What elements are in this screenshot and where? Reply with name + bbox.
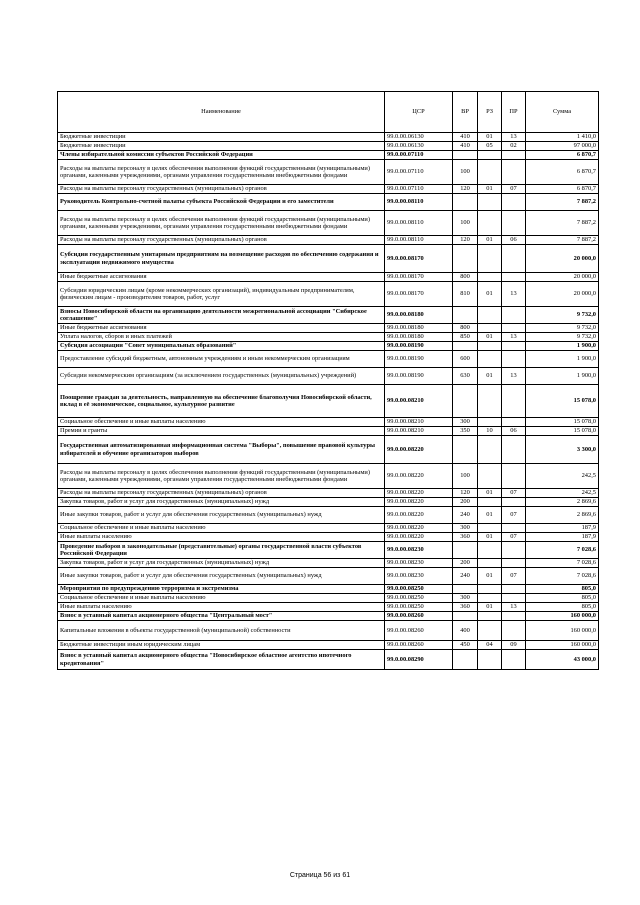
cell-pr <box>502 650 526 670</box>
table-row <box>58 559 599 568</box>
cell-pr: 07 <box>502 185 526 194</box>
cell-vr: 850 <box>453 333 478 342</box>
cell-csr: 99.0.00.08250 <box>385 603 453 612</box>
cell-pr <box>502 307 526 324</box>
cell-csr: 99.0.00.06130 <box>385 142 453 151</box>
cell-rz <box>478 612 502 621</box>
cell-csr: 99.0.00.08110 <box>385 211 453 236</box>
cell-csr: 99.0.00.08210 <box>385 427 453 436</box>
cell-sum: 7 028,6 <box>526 568 599 585</box>
cell-vr: 100 <box>453 160 478 185</box>
table-row <box>58 533 599 542</box>
header-rz: РЗ <box>478 92 502 133</box>
cell-rz: 01 <box>478 282 502 307</box>
cell-sum: 97 000,0 <box>526 142 599 151</box>
cell-pr: 07 <box>502 533 526 542</box>
header-pr: ПР <box>502 92 526 133</box>
table-row <box>58 142 599 151</box>
cell-name: Расходы на выплаты персоналу в целях обеспечения выполнения функций государственными (муниципальными) органами, казенными учреждениями, органами управления государственными внебюджетными фондами <box>58 160 385 185</box>
table-row <box>58 603 599 612</box>
cell-vr: 360 <box>453 533 478 542</box>
cell-rz <box>478 464 502 489</box>
cell-csr: 99.0.00.08260 <box>385 621 453 641</box>
cell-sum: 187,9 <box>526 524 599 533</box>
cell-vr: 800 <box>453 273 478 282</box>
cell-pr: 13 <box>502 133 526 142</box>
table-row <box>58 621 599 641</box>
cell-name: Социальное обеспечение и иные выплаты населению <box>58 524 385 533</box>
cell-sum: 7 028,6 <box>526 542 599 559</box>
table-body <box>58 133 599 670</box>
cell-name: Закупка товаров, работ и услуг для государственных (муниципальных) нужд <box>58 559 385 568</box>
cell-pr: 13 <box>502 368 526 385</box>
cell-name: Бюджетные инвестиции иным юридическим лицам <box>58 641 385 650</box>
cell-sum: 7 887,2 <box>526 211 599 236</box>
cell-name: Уплата налогов, сборов и иных платежей <box>58 333 385 342</box>
table-row <box>58 185 599 194</box>
cell-sum: 6 870,7 <box>526 160 599 185</box>
cell-pr <box>502 612 526 621</box>
cell-csr: 99.0.00.08220 <box>385 533 453 542</box>
cell-name: Государственная автоматизированная информационная система "Выборы", повышение правовой культуры избирателей и обучение организаторов выборов <box>58 436 385 464</box>
cell-csr: 99.0.00.08110 <box>385 236 453 245</box>
cell-name: Иные бюджетные ассигнования <box>58 273 385 282</box>
cell-sum: 1 410,0 <box>526 133 599 142</box>
cell-csr: 99.0.00.06130 <box>385 133 453 142</box>
cell-name: Бюджетные инвестиции <box>58 142 385 151</box>
cell-rz: 01 <box>478 568 502 585</box>
cell-rz: 10 <box>478 427 502 436</box>
cell-rz <box>478 621 502 641</box>
cell-rz <box>478 245 502 273</box>
cell-vr <box>453 307 478 324</box>
cell-name: Расходы на выплаты персоналу государственных (муниципальных) органов <box>58 236 385 245</box>
cell-rz <box>478 342 502 351</box>
table-row <box>58 427 599 436</box>
cell-rz: 01 <box>478 333 502 342</box>
cell-vr <box>453 436 478 464</box>
cell-vr: 300 <box>453 594 478 603</box>
table-row <box>58 282 599 307</box>
cell-csr: 99.0.00.08190 <box>385 368 453 385</box>
cell-csr: 99.0.00.08250 <box>385 594 453 603</box>
cell-rz <box>478 211 502 236</box>
table-row <box>58 585 599 594</box>
table-row <box>58 236 599 245</box>
cell-pr <box>502 211 526 236</box>
cell-sum: 6 870,7 <box>526 185 599 194</box>
cell-sum: 15 078,0 <box>526 385 599 418</box>
cell-vr <box>453 342 478 351</box>
cell-name: Поощрение граждан за деятельность, направленную на обеспечение благополучия Новосибирской области, вклад в её экономическое, социальное, культурное развитие <box>58 385 385 418</box>
cell-name: Взнос в уставный капитал акционерного общества "Центральный мост" <box>58 612 385 621</box>
table-row <box>58 245 599 273</box>
table-header-row <box>58 92 599 133</box>
cell-rz: 05 <box>478 142 502 151</box>
table-row <box>58 385 599 418</box>
cell-rz <box>478 585 502 594</box>
cell-csr: 99.0.00.08190 <box>385 342 453 351</box>
cell-vr: 240 <box>453 507 478 524</box>
cell-pr <box>502 194 526 211</box>
header-sum: Сумма <box>526 92 599 133</box>
cell-name: Иные выплаты населению <box>58 603 385 612</box>
cell-vr: 300 <box>453 418 478 427</box>
cell-pr: 02 <box>502 142 526 151</box>
cell-csr: 99.0.00.08290 <box>385 650 453 670</box>
table-row <box>58 342 599 351</box>
table-row <box>58 418 599 427</box>
cell-csr: 99.0.00.07110 <box>385 151 453 160</box>
cell-name: Закупка товаров, работ и услуг для государственных (муниципальных) нужд <box>58 498 385 507</box>
cell-name: Субсидии некоммерческим организациям (за исключением государственных (муниципальных) учреждений) <box>58 368 385 385</box>
cell-name: Проведение выборов в законодательные (представительные) органы государственной власти субъектов Российской Федерации <box>58 542 385 559</box>
cell-name: Премии и гранты <box>58 427 385 436</box>
cell-vr: 360 <box>453 603 478 612</box>
table-row <box>58 507 599 524</box>
cell-vr: 100 <box>453 464 478 489</box>
cell-rz <box>478 194 502 211</box>
cell-pr <box>502 418 526 427</box>
cell-sum: 805,0 <box>526 603 599 612</box>
cell-pr <box>502 160 526 185</box>
cell-csr: 99.0.00.08210 <box>385 385 453 418</box>
cell-sum: 160 000,0 <box>526 621 599 641</box>
cell-vr: 350 <box>453 427 478 436</box>
cell-pr: 09 <box>502 641 526 650</box>
cell-csr: 99.0.00.08180 <box>385 307 453 324</box>
cell-name: Бюджетные инвестиции <box>58 133 385 142</box>
page-number: Страница 56 из 61 <box>289 872 351 879</box>
cell-name: Члены избирательной комиссии субъектов Российской Федерации <box>58 151 385 160</box>
cell-vr: 410 <box>453 133 478 142</box>
cell-name: Мероприятия по предупреждению терроризма и экстремизма <box>58 585 385 594</box>
table-row <box>58 151 599 160</box>
cell-rz: 04 <box>478 641 502 650</box>
cell-pr: 06 <box>502 427 526 436</box>
cell-name: Субсидии государственным унитарным предприятиям на возмещение расходов по обеспечению содержания и эксплуатации недвижимого имущества <box>58 245 385 273</box>
cell-rz <box>478 385 502 418</box>
cell-sum: 2 869,6 <box>526 498 599 507</box>
cell-csr: 99.0.00.08260 <box>385 612 453 621</box>
cell-rz: 01 <box>478 603 502 612</box>
table-row <box>58 594 599 603</box>
cell-csr: 99.0.00.08220 <box>385 464 453 489</box>
cell-name: Руководитель Контрольно-счетной палаты субъекта Российской Федерации и его заместители <box>58 194 385 211</box>
cell-rz: 01 <box>478 133 502 142</box>
cell-csr: 99.0.00.08180 <box>385 324 453 333</box>
cell-name: Расходы на выплаты персоналу государственных (муниципальных) органов <box>58 185 385 194</box>
cell-csr: 99.0.00.08170 <box>385 282 453 307</box>
cell-csr: 99.0.00.08230 <box>385 559 453 568</box>
cell-csr: 99.0.00.08260 <box>385 641 453 650</box>
cell-name: Взносы Новосибирской области на организацию деятельности межрегиональной ассоциации "Сибирское соглашение" <box>58 307 385 324</box>
cell-vr: 810 <box>453 282 478 307</box>
cell-rz <box>478 559 502 568</box>
cell-csr: 99.0.00.07110 <box>385 160 453 185</box>
cell-sum: 1 900,0 <box>526 368 599 385</box>
cell-vr: 100 <box>453 211 478 236</box>
cell-name: Расходы на выплаты персоналу государственных (муниципальных) органов <box>58 489 385 498</box>
cell-rz <box>478 273 502 282</box>
cell-sum: 9 732,0 <box>526 333 599 342</box>
cell-name: Субсидия ассоциации "Совет муниципальных образований" <box>58 342 385 351</box>
cell-rz <box>478 324 502 333</box>
cell-csr: 99.0.00.08170 <box>385 273 453 282</box>
table-row <box>58 324 599 333</box>
cell-vr: 200 <box>453 559 478 568</box>
table-row <box>58 542 599 559</box>
cell-sum: 2 869,6 <box>526 507 599 524</box>
cell-vr <box>453 585 478 594</box>
cell-name: Иные закупки товаров, работ и услуг для обеспечения государственных (муниципальных) нужд <box>58 507 385 524</box>
table-row <box>58 464 599 489</box>
cell-rz <box>478 351 502 368</box>
cell-pr <box>502 245 526 273</box>
cell-name: Иные выплаты населению <box>58 533 385 542</box>
cell-sum: 805,0 <box>526 594 599 603</box>
cell-vr: 120 <box>453 185 478 194</box>
table-row <box>58 133 599 142</box>
table-row <box>58 568 599 585</box>
cell-sum: 1 900,0 <box>526 351 599 368</box>
cell-vr: 630 <box>453 368 478 385</box>
table-row <box>58 194 599 211</box>
cell-name: Расходы на выплаты персоналу в целях обеспечения выполнения функций государственными (муниципальными) органами, казенными учреждениями, органами управления государственными внебюджетными фондами <box>58 464 385 489</box>
cell-rz: 01 <box>478 507 502 524</box>
cell-sum: 20 000,0 <box>526 282 599 307</box>
table-row <box>58 351 599 368</box>
cell-vr: 400 <box>453 621 478 641</box>
cell-csr: 99.0.00.07110 <box>385 185 453 194</box>
cell-vr: 120 <box>453 236 478 245</box>
table-row <box>58 307 599 324</box>
header-csr: ЦСР <box>385 92 453 133</box>
cell-sum: 805,0 <box>526 585 599 594</box>
cell-pr <box>502 524 526 533</box>
table-row <box>58 211 599 236</box>
cell-csr: 99.0.00.08110 <box>385 194 453 211</box>
cell-csr: 99.0.00.08210 <box>385 418 453 427</box>
cell-vr: 240 <box>453 568 478 585</box>
cell-rz <box>478 436 502 464</box>
table-row <box>58 612 599 621</box>
cell-rz: 01 <box>478 185 502 194</box>
cell-csr: 99.0.00.08180 <box>385 333 453 342</box>
cell-sum: 242,5 <box>526 489 599 498</box>
cell-vr: 120 <box>453 489 478 498</box>
cell-pr <box>502 594 526 603</box>
table-row <box>58 524 599 533</box>
table-row <box>58 368 599 385</box>
cell-name: Капитальные вложения в объекты государственной (муниципальной) собственности <box>58 621 385 641</box>
cell-pr <box>502 351 526 368</box>
cell-pr: 13 <box>502 333 526 342</box>
cell-pr <box>502 273 526 282</box>
cell-pr <box>502 324 526 333</box>
cell-rz <box>478 524 502 533</box>
cell-pr: 07 <box>502 489 526 498</box>
cell-sum: 6 870,7 <box>526 151 599 160</box>
cell-rz: 01 <box>478 533 502 542</box>
cell-vr <box>453 385 478 418</box>
cell-pr: 13 <box>502 282 526 307</box>
table-row <box>58 160 599 185</box>
cell-vr: 300 <box>453 524 478 533</box>
cell-rz <box>478 151 502 160</box>
cell-vr: 200 <box>453 498 478 507</box>
cell-sum: 43 000,0 <box>526 650 599 670</box>
table-row <box>58 436 599 464</box>
cell-rz <box>478 542 502 559</box>
cell-pr <box>502 464 526 489</box>
cell-pr <box>502 385 526 418</box>
cell-csr: 99.0.00.08220 <box>385 498 453 507</box>
table-row <box>58 650 599 670</box>
cell-sum: 15 078,0 <box>526 427 599 436</box>
cell-pr: 06 <box>502 236 526 245</box>
table-row <box>58 489 599 498</box>
cell-pr <box>502 342 526 351</box>
cell-pr: 13 <box>502 603 526 612</box>
cell-name: Расходы на выплаты персоналу в целях обеспечения выполнения функций государственными (муниципальными) органами, казенными учреждениями, органами управления государственными внебюджетными фондами <box>58 211 385 236</box>
cell-vr <box>453 612 478 621</box>
cell-sum: 3 300,0 <box>526 436 599 464</box>
cell-rz: 01 <box>478 489 502 498</box>
cell-vr <box>453 650 478 670</box>
cell-vr <box>453 542 478 559</box>
cell-name: Социальное обеспечение и иные выплаты населению <box>58 418 385 427</box>
cell-sum: 15 078,0 <box>526 418 599 427</box>
cell-pr <box>502 559 526 568</box>
cell-sum: 160 000,0 <box>526 612 599 621</box>
cell-pr <box>502 542 526 559</box>
cell-rz: 01 <box>478 236 502 245</box>
cell-name: Взнос в уставный капитал акционерного общества "Новосибирское областное агентство ипотечного кредитования" <box>58 650 385 670</box>
cell-pr <box>502 498 526 507</box>
cell-name: Субсидии юридическим лицам (кроме некоммерческих организаций), индивидуальным предпринимателям, физическим лицам - производителям товаров, работ, услуг <box>58 282 385 307</box>
table-row <box>58 333 599 342</box>
cell-rz: 01 <box>478 368 502 385</box>
table-row <box>58 641 599 650</box>
cell-vr: 410 <box>453 142 478 151</box>
table-row <box>58 273 599 282</box>
cell-pr: 07 <box>502 507 526 524</box>
cell-sum: 187,9 <box>526 533 599 542</box>
cell-rz <box>478 650 502 670</box>
cell-rz <box>478 594 502 603</box>
cell-rz <box>478 418 502 427</box>
cell-sum: 9 732,0 <box>526 307 599 324</box>
cell-name: Социальное обеспечение и иные выплаты населению <box>58 594 385 603</box>
cell-csr: 99.0.00.08230 <box>385 542 453 559</box>
cell-sum: 20 000,0 <box>526 245 599 273</box>
cell-csr: 99.0.00.08220 <box>385 524 453 533</box>
cell-csr: 99.0.00.08190 <box>385 351 453 368</box>
cell-pr <box>502 621 526 641</box>
cell-sum: 242,5 <box>526 464 599 489</box>
cell-pr: 07 <box>502 568 526 585</box>
header-vr: ВР <box>453 92 478 133</box>
cell-sum: 7 028,6 <box>526 559 599 568</box>
cell-vr <box>453 194 478 211</box>
cell-sum: 160 000,0 <box>526 641 599 650</box>
cell-rz <box>478 498 502 507</box>
cell-pr <box>502 151 526 160</box>
cell-sum: 7 887,2 <box>526 236 599 245</box>
cell-csr: 99.0.00.08220 <box>385 436 453 464</box>
cell-name: Иные закупки товаров, работ и услуг для обеспечения государственных (муниципальных) нужд <box>58 568 385 585</box>
cell-sum: 20 000,0 <box>526 273 599 282</box>
cell-vr: 600 <box>453 351 478 368</box>
cell-sum: 9 732,0 <box>526 324 599 333</box>
cell-csr: 99.0.00.08250 <box>385 585 453 594</box>
cell-pr <box>502 436 526 464</box>
cell-csr: 99.0.00.08220 <box>385 489 453 498</box>
cell-csr: 99.0.00.08170 <box>385 245 453 273</box>
cell-sum: 7 887,2 <box>526 194 599 211</box>
cell-name: Предоставление субсидий бюджетным, автономным учреждениям и иным некоммерческим организациям <box>58 351 385 368</box>
cell-sum: 1 900,0 <box>526 342 599 351</box>
cell-pr <box>502 585 526 594</box>
budget-table <box>57 91 599 670</box>
cell-rz <box>478 307 502 324</box>
cell-csr: 99.0.00.08230 <box>385 568 453 585</box>
cell-rz <box>478 160 502 185</box>
cell-csr: 99.0.00.08220 <box>385 507 453 524</box>
header-name: Наименование <box>58 92 385 133</box>
cell-name: Иные бюджетные ассигнования <box>58 324 385 333</box>
table-row <box>58 498 599 507</box>
cell-vr: 800 <box>453 324 478 333</box>
cell-vr <box>453 151 478 160</box>
cell-vr <box>453 245 478 273</box>
cell-vr: 450 <box>453 641 478 650</box>
